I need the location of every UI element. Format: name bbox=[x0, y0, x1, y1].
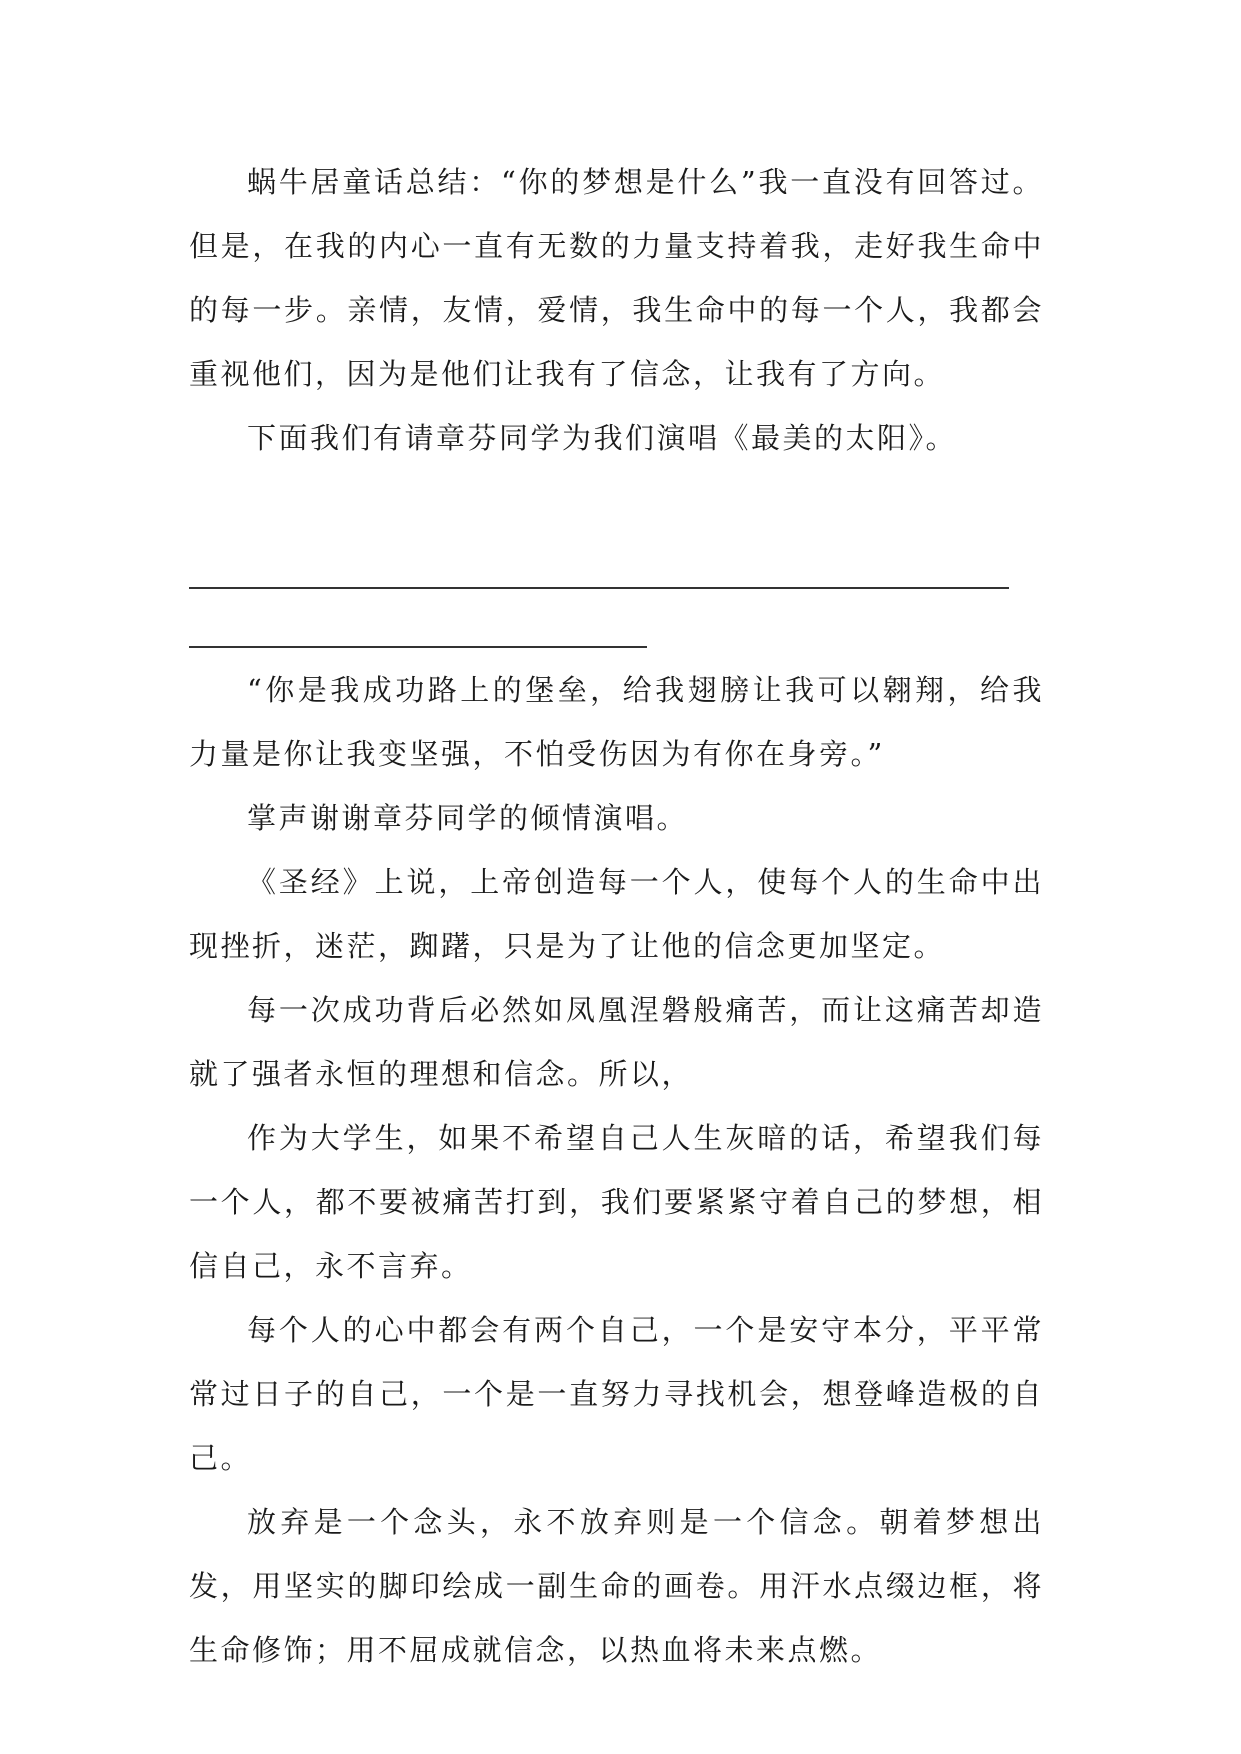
document-body bbox=[189, 150, 1044, 1682]
paragraph-students: 作为大学生，如果不希望自己人生灰暗的话，希望我们每一个人，都不要被痛苦打到，我们要紧紧守着自己的梦想，相信自己，永不言弃。 bbox=[189, 1121, 1044, 1283]
paragraph-invitation: 下面我们有请章芬同学为我们演唱《最美的太阳》。 bbox=[247, 421, 958, 455]
paragraph-phoenix: 每一次成功背后必然如凤凰涅磐般痛苦，而让这痛苦却造就了强者永恒的理想和信念。所以， bbox=[189, 993, 1044, 1091]
section-after-divider bbox=[189, 658, 1044, 1682]
section-divider-short bbox=[189, 646, 647, 648]
section-divider-long bbox=[189, 587, 1009, 589]
paragraph-bible: 《圣经》上说，上帝创造每一个人，使每个人的生命中出现挫折，迷茫，踟躇，只是为了让他的信念更加坚定。 bbox=[189, 865, 1044, 963]
paragraph-summary: 蜗牛居童话总结：“你的梦想是什么”我一直没有回答过。但是，在我的内心一直有无数的力量支持着我，走好我生命中的每一步。亲情，友情，爱情，我生命中的每一个人，我都会重视他们，因为是他们让我有了信念，让我有了方向。 bbox=[189, 165, 1044, 391]
paragraph-never-give-up: 放弃是一个念头，永不放弃则是一个信念。朝着梦想出发，用坚实的脚印绘成一副生命的画卷。用汗水点缀边框，将生命修饰；用不屈成就信念，以热血将未来点燃。 bbox=[189, 1505, 1044, 1667]
paragraph-applause: 掌声谢谢章芬同学的倾情演唱。 bbox=[247, 801, 689, 835]
paragraph-two-selves: 每个人的心中都会有两个自己，一个是安守本分，平平常常过日子的自己，一个是一直努力寻找机会，想登峰造极的自己。 bbox=[189, 1313, 1044, 1475]
paragraph-lyrics-quote: “你是我成功路上的堡垒，给我翅膀让我可以翱翔，给我力量是你让我变坚强，不怕受伤因为有你在身旁。” bbox=[189, 673, 1044, 771]
